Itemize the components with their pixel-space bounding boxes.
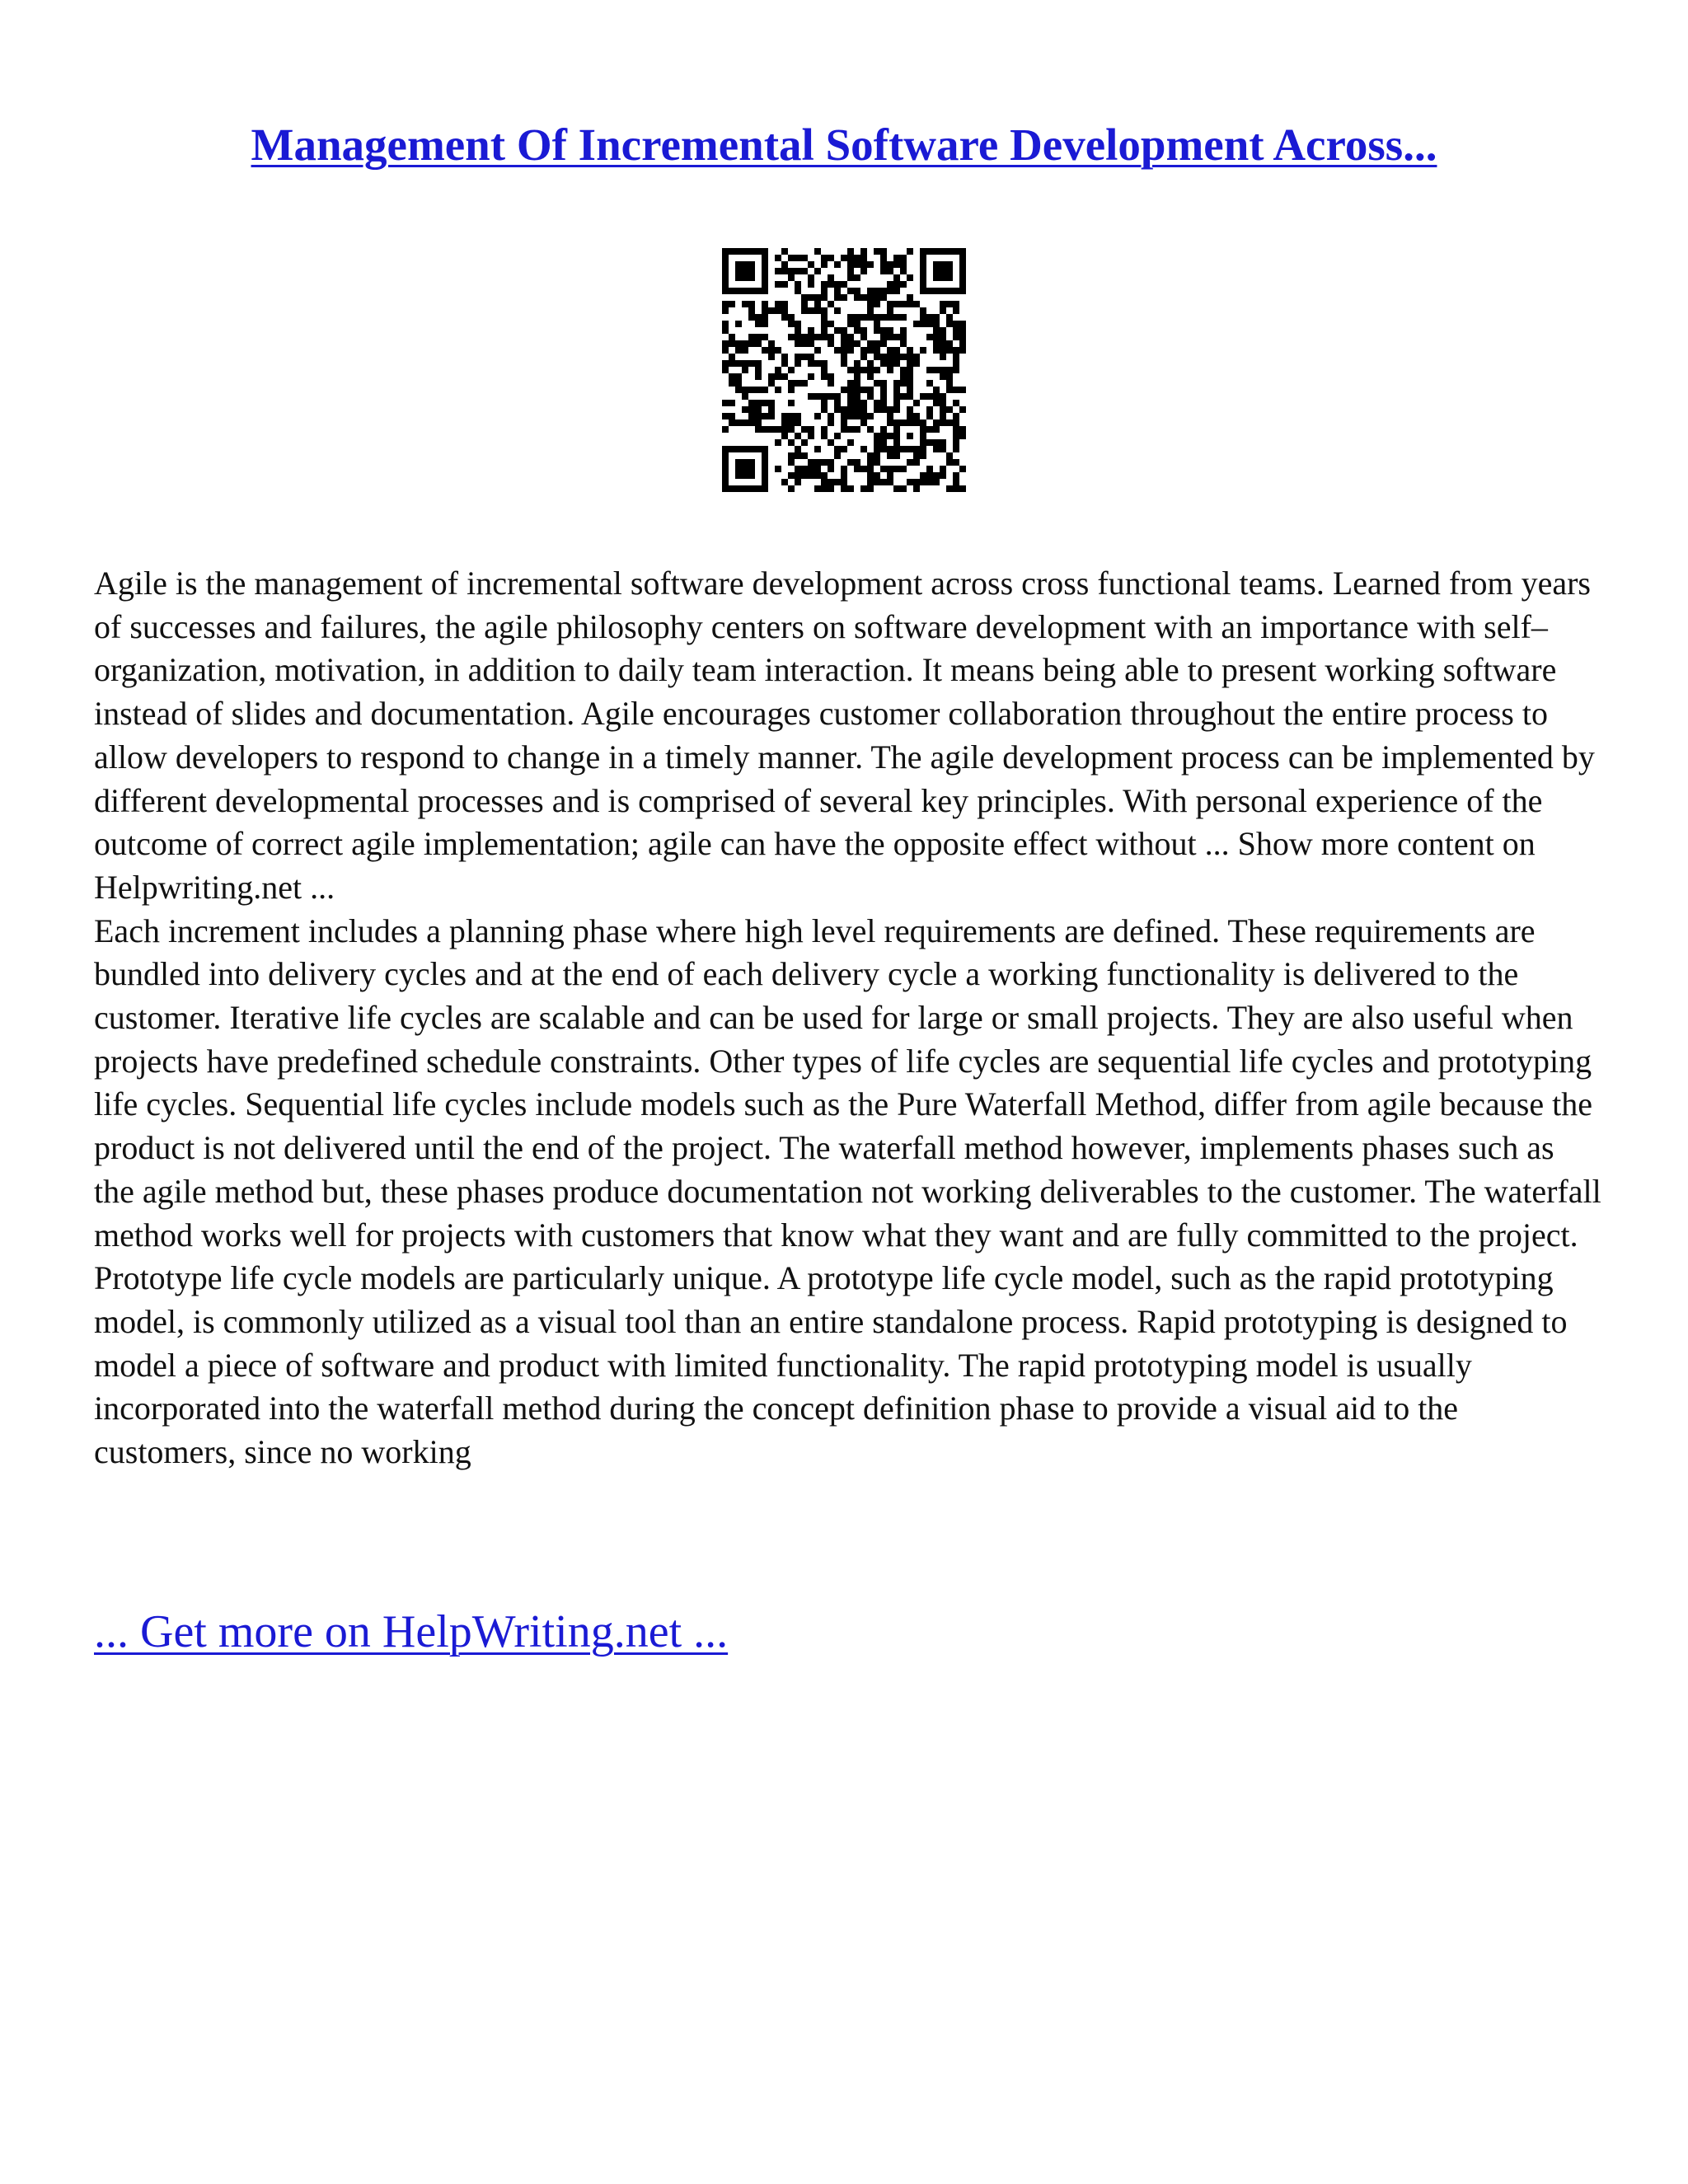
paragraph: Agile is the management of incremental software development across cross functional teams. Learned from years of successes and failures, the agile philosophy centers on software development with an importance with self–organization, motivation, in addition to daily team interaction. It means being able to present working software instead of slides and documentation. Agile encourages customer collaboration throughout the entire process to allow developers to respond to change in a timely manner. The agile development process can be implemented by different developmental processes and is comprised of several key principles. With personal experience of the outcome of correct agile implementation; agile can have the opposite effect without ... Show more content on Helpwriting.net ... xyxy=(94,565,1595,906)
title-link[interactable]: Management Of Incremental Software Development Across... xyxy=(251,120,1437,170)
get-more-link[interactable]: ... Get more on HelpWriting.net ... xyxy=(94,1606,729,1657)
get-more-link-container xyxy=(94,1601,728,1663)
qr-code-icon xyxy=(722,248,966,492)
paragraph: Each increment includes a planning phase where high level requirements are defined. These requirements are bundled into delivery cycles and at the end of each delivery cycle a working functionality is delivered to the customer. Iterative life cycles are scalable and can be used for large or small projects. They are also useful when projects have predefined schedule constraints. Other types of life cycles are sequential life cycles and prototyping life cycles. Sequential life cycles include models such as the Pure Waterfall Method, differ from agile because the product is not delivered until the end of the project. The waterfall method however, implements phases such as the agile method but, these phases produce documentation not working deliverables to the customer. The waterfall method works well for projects with customers that know what they want and are fully committed to the project. Prototype life cycle models are particularly unique. A prototype life cycle model, such as the rapid prototyping model, is commonly utilized as a visual tool than an entire standalone process. Rapid prototyping is designed to model a piece of software and product with limited functionality. The rapid prototyping model is usually incorporated into the waterfall method during the concept definition phase to provide a visual aid to the customers, since no working xyxy=(94,912,1601,1471)
document-title xyxy=(0,114,1688,176)
article-body xyxy=(94,562,1602,1474)
